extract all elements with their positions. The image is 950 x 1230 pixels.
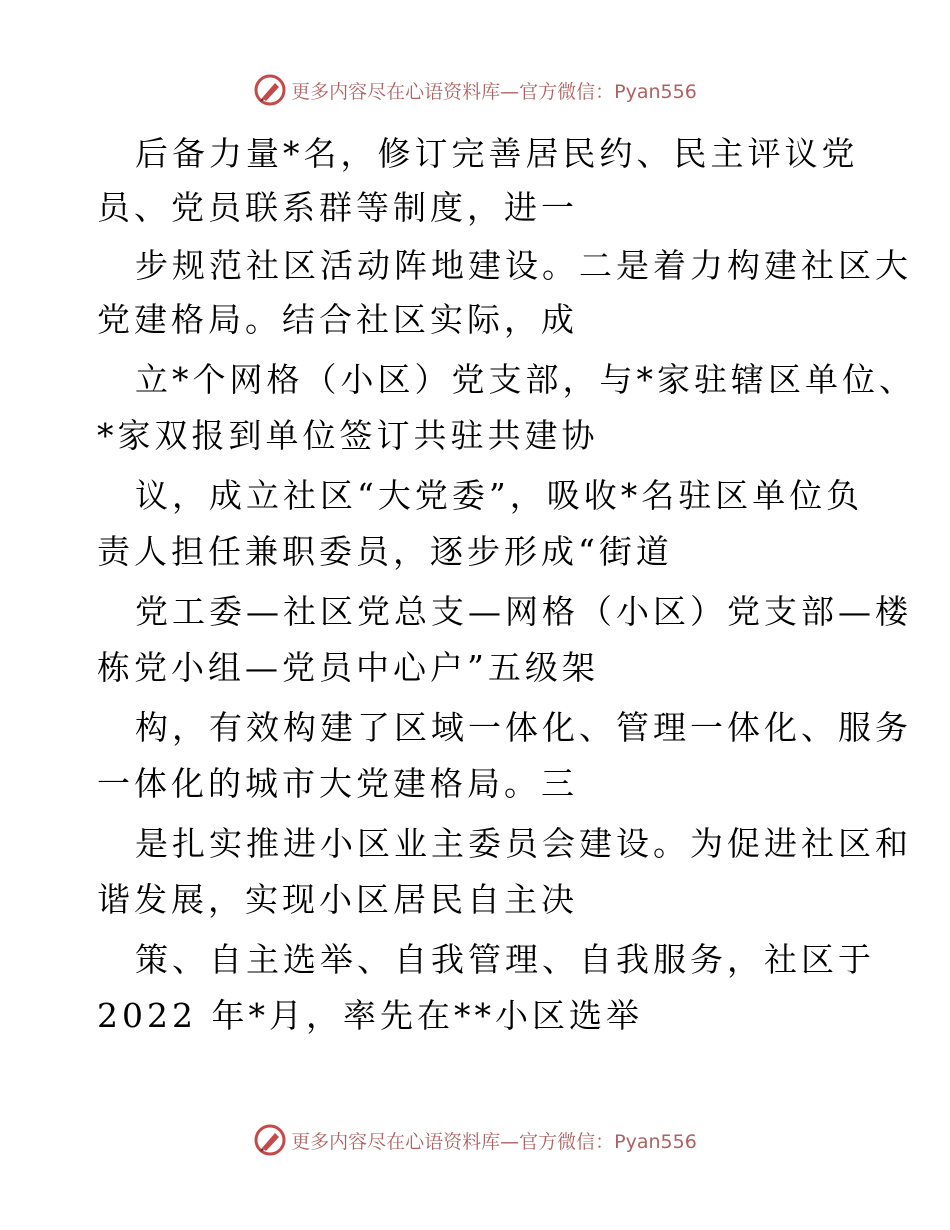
- text-line: 后备力量*名，修订完善居民约、民主评议党: [135, 134, 859, 173]
- footer-banner: [0, 1120, 950, 1160]
- text-line: 一体化的城市大党建格局。三: [97, 764, 578, 803]
- text-line: 策、自主选举、自我管理、自我服务，社区于: [135, 940, 875, 979]
- text-line: *家双报到单位签订共驻共建协: [97, 416, 599, 455]
- pen-logo-icon: [253, 1123, 287, 1157]
- text-line: 党工委—社区党总支—网格（小区）党支部—楼: [135, 592, 912, 631]
- text-line: 员、党员联系群等制度，进一: [97, 188, 578, 227]
- header-banner: [0, 70, 950, 110]
- text-line: 构，有效构建了区域一体化、管理一体化、服务: [135, 708, 912, 747]
- text-line: 2022 年*月，率先在**小区选举: [97, 996, 643, 1035]
- pen-logo-icon: [253, 73, 287, 107]
- text-line: 栋党小组—党员中心户”五级架: [97, 648, 599, 687]
- text-line: 立*个网格（小区）党支部，与*家驻辖区单位、: [135, 360, 916, 399]
- text-line: 议，成立社区“大党委”，吸收*名驻区单位负: [135, 476, 864, 515]
- text-line: 党建格局。结合社区实际，成: [97, 300, 578, 339]
- text-line: 步规范社区活动阵地建设。二是着力构建社区大: [135, 246, 912, 285]
- header-banner-text: 更多内容尽在心语资料库—官方微信：Pyan556: [291, 80, 697, 103]
- text-line: 谐发展，实现小区居民自主决: [97, 880, 578, 919]
- footer-banner-text: 更多内容尽在心语资料库—官方微信：Pyan556: [291, 1130, 697, 1153]
- text-line: 责人担任兼职委员，逐步形成“街道: [97, 532, 673, 571]
- text-line: 是扎实推进小区业主委员会建设。为促进社区和: [135, 824, 912, 863]
